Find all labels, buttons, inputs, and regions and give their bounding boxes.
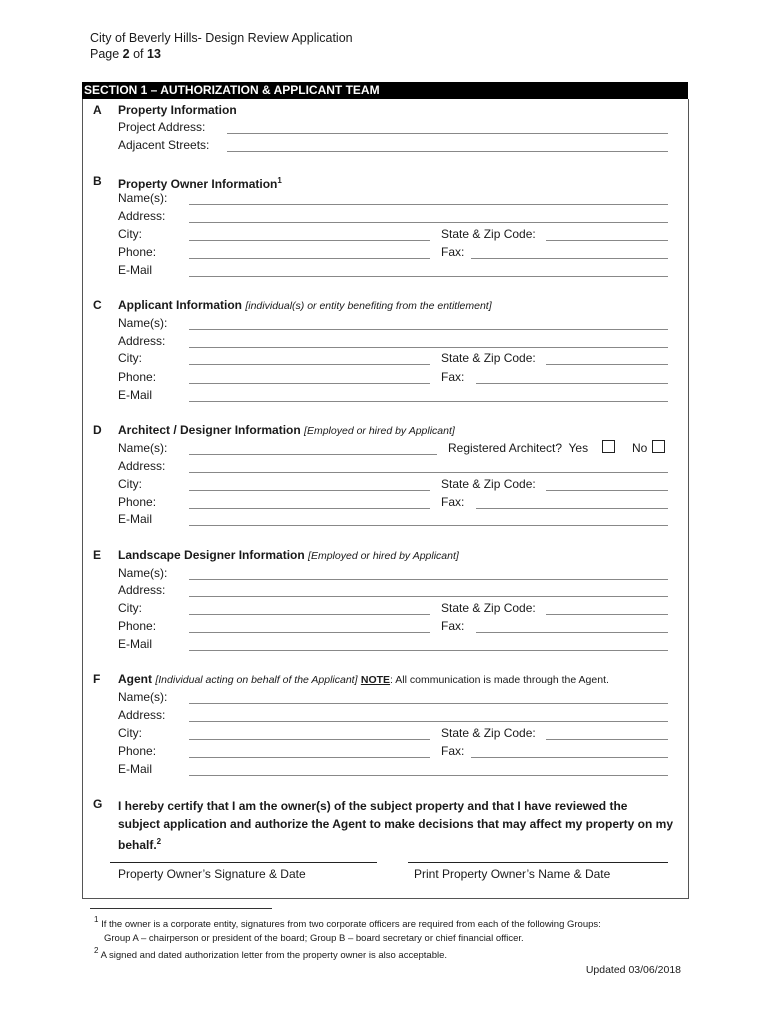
adjacent-streets-field[interactable]: [227, 151, 668, 152]
architect-address-label: Address:: [118, 459, 166, 473]
owner-state-zip-field[interactable]: [546, 240, 668, 241]
applicant-fax-label: Fax:: [441, 370, 465, 384]
agent-names-label: Name(s):: [118, 690, 168, 704]
agent-state-zip-label: State & Zip Code:: [441, 726, 536, 740]
footnote-1-continued: Group A – chairperson or president of the board; Group B – board secretary or chief financial officer.: [104, 933, 524, 944]
applicant-state-zip-field[interactable]: [546, 364, 668, 365]
section-e-letter: E: [93, 548, 102, 562]
owner-signature-field[interactable]: [110, 862, 377, 863]
agent-address-label: Address:: [118, 708, 166, 722]
landscape-state-zip-label: State & Zip Code:: [441, 601, 536, 615]
landscape-city-label: City:: [118, 601, 142, 615]
document-header: [90, 30, 353, 62]
section-d-letter: D: [93, 423, 102, 437]
section-e-title: Landscape Designer Information [Employed or hired by Applicant]: [118, 548, 459, 562]
footnote-ref-1: 1: [277, 176, 282, 185]
owner-address-field[interactable]: [189, 222, 668, 223]
applicant-names-field[interactable]: [189, 329, 668, 330]
adjacent-streets-label: Adjacent Streets:: [118, 138, 210, 152]
certification-statement: I hereby certify that I am the owner(s) of the subject property and that I have reviewed the subject application and authorize the Agent to make decisions that may affect my property on my behalf.$^2$: [118, 799, 673, 852]
applicant-email-label: E-Mail: [118, 388, 153, 402]
agent-city-label: City:: [118, 726, 142, 740]
agent-email-field[interactable]: [189, 775, 668, 776]
landscape-phone-field[interactable]: [189, 632, 430, 633]
agent-phone-field[interactable]: [189, 757, 430, 758]
landscape-fax-label: Fax:: [441, 619, 465, 633]
architect-email-label: E-Mail: [118, 512, 153, 526]
registered-no-label: No: [632, 441, 648, 455]
agent-address-field[interactable]: [189, 721, 668, 722]
architect-city-label: City:: [118, 477, 142, 491]
owner-print-name-field[interactable]: [408, 862, 668, 863]
section-f-title: Agent [Individual acting on behalf of the Applicant] NOTE: All communication is made through the Agent.: [118, 672, 609, 686]
signature-label: Property Owner’s Signature & Date: [118, 867, 306, 881]
section-b-title: Property Owner Information$^1$: [118, 176, 282, 191]
architect-phone-field[interactable]: [189, 508, 430, 509]
footnote-divider: [90, 908, 272, 909]
architect-phone-label: Phone:: [118, 495, 157, 509]
footnote-2: $^2$ A signed and dated authorization letter from the property owner is also acceptable.: [94, 946, 448, 961]
owner-phone-field[interactable]: [189, 258, 430, 259]
architect-fax-label: Fax:: [441, 495, 465, 509]
architect-state-zip-label: State & Zip Code:: [441, 477, 536, 491]
agent-city-field[interactable]: [189, 739, 430, 740]
applicant-city-field[interactable]: [189, 364, 430, 365]
registered-architect-label: Registered Architect? Yes: [448, 441, 589, 455]
document-title: City of Beverly Hills- Design Review Application: [90, 31, 353, 45]
applicant-email-field[interactable]: [189, 401, 668, 402]
footnote-1: $^1$ If the owner is a corporate entity, signatures from two corporate officers are required from each of the following Groups:: [94, 915, 601, 930]
architect-address-field[interactable]: [189, 472, 668, 473]
applicant-fax-field[interactable]: [476, 383, 668, 384]
applicant-city-label: City:: [118, 351, 142, 365]
owner-email-label: E-Mail: [118, 263, 153, 277]
footnote-ref-2: 2: [156, 837, 162, 846]
registered-yes-checkbox[interactable]: [602, 440, 615, 453]
applicant-phone-field[interactable]: [189, 383, 430, 384]
section-b-letter: B: [93, 174, 102, 188]
landscape-address-label: Address:: [118, 583, 166, 597]
applicant-names-label: Name(s):: [118, 316, 168, 330]
print-name-label: Print Property Owner’s Name & Date: [414, 867, 611, 881]
agent-email-label: E-Mail: [118, 762, 153, 776]
owner-city-field[interactable]: [189, 240, 430, 241]
owner-state-zip-label: State & Zip Code:: [441, 227, 536, 241]
architect-names-label: Name(s):: [118, 441, 168, 455]
agent-phone-label: Phone:: [118, 744, 157, 758]
owner-fax-label: Fax:: [441, 245, 465, 259]
agent-fax-field[interactable]: [471, 757, 668, 758]
owner-names-field[interactable]: [189, 204, 668, 205]
landscape-email-label: E-Mail: [118, 637, 153, 651]
section-f-letter: F: [93, 672, 101, 686]
architect-names-field[interactable]: [189, 454, 437, 455]
landscape-city-field[interactable]: [189, 614, 430, 615]
landscape-names-label: Name(s):: [118, 566, 168, 580]
section-c-title: Applicant Information [individual(s) or entity benefiting from the entitlement]: [118, 298, 492, 312]
agent-fax-label: Fax:: [441, 744, 465, 758]
project-address-field[interactable]: [227, 133, 668, 134]
page-number: Page 2 of 13: [90, 47, 161, 61]
architect-city-field[interactable]: [189, 490, 430, 491]
section-a-letter: A: [93, 103, 102, 117]
applicant-phone-label: Phone:: [118, 370, 157, 384]
architect-fax-field[interactable]: [476, 508, 668, 509]
landscape-names-field[interactable]: [189, 579, 668, 580]
section-title: SECTION 1 – AUTHORIZATION & APPLICANT TEAM: [82, 82, 688, 99]
landscape-address-field[interactable]: [189, 596, 668, 597]
landscape-state-zip-field[interactable]: [546, 614, 668, 615]
agent-names-field[interactable]: [189, 703, 668, 704]
project-address-label: Project Address:: [118, 120, 206, 134]
registered-no-checkbox[interactable]: [652, 440, 665, 453]
landscape-fax-field[interactable]: [476, 632, 668, 633]
section-c-letter: C: [93, 298, 102, 312]
section-g-letter: G: [93, 797, 103, 811]
section-d-title: Architect / Designer Information [Employed or hired by Applicant]: [118, 423, 455, 437]
architect-state-zip-field[interactable]: [546, 490, 668, 491]
landscape-phone-label: Phone:: [118, 619, 157, 633]
applicant-address-field[interactable]: [189, 347, 668, 348]
owner-names-label: Name(s):: [118, 191, 168, 205]
owner-city-label: City:: [118, 227, 142, 241]
applicant-state-zip-label: State & Zip Code:: [441, 351, 536, 365]
owner-address-label: Address:: [118, 209, 166, 223]
agent-state-zip-field[interactable]: [546, 739, 668, 740]
section-frame: [82, 99, 689, 899]
landscape-email-field[interactable]: [189, 650, 668, 651]
owner-email-field[interactable]: [189, 276, 668, 277]
updated-date: Updated 03/06/2018: [585, 964, 681, 976]
owner-fax-field[interactable]: [471, 258, 668, 259]
section-a-title: Property Information: [118, 103, 237, 117]
owner-phone-label: Phone:: [118, 245, 157, 259]
architect-email-field[interactable]: [189, 525, 668, 526]
applicant-address-label: Address:: [118, 334, 166, 348]
